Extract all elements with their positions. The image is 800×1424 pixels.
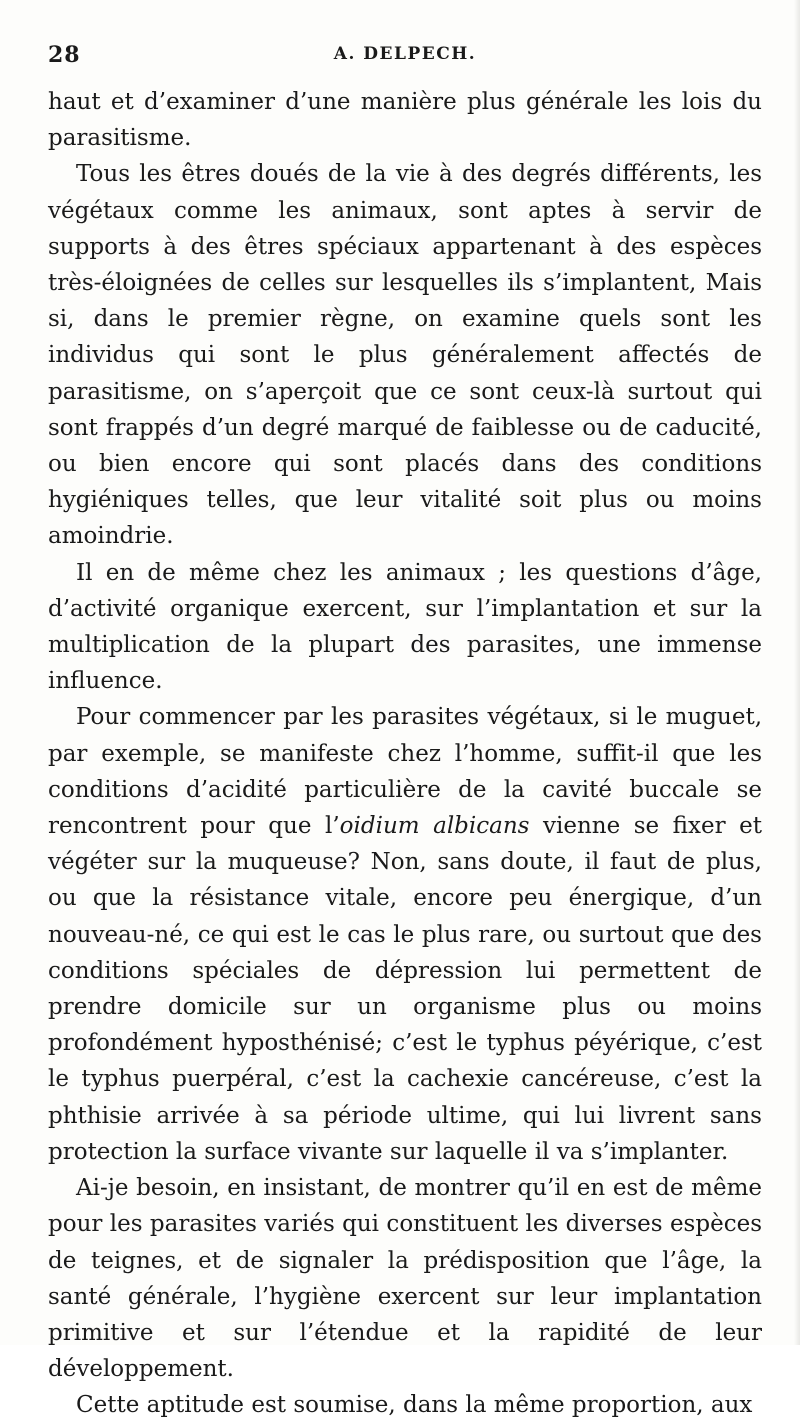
paragraph-parasitism-plants: Tous les êtres doués de la vie à des degrés différents, les végétaux comme les animaux, sont aptes à servir de supports à des êtres spéciaux appartenant à des espèces très-éloignées de celles sur lesquelles ils s’implantent, Mais si, dans le premier règne, on examine quels sont les individus qui sont le plus généralement affectés de parasitisme, on s’aperçoit que ce sont ceux-là surtout qui sont frappés d’un degré marqué de faiblesse ou de caducité, ou bien encore qui sont placés dans des conditions hygiéniques telles, que leur vitalité soit plus ou moins amoindrie. [48, 161, 762, 550]
species-name-italic: oidium albicans [339, 813, 530, 840]
paragraph-animals: Il en de même chez les animaux ; les questions d’âge, d’activité organique exercent, sur l’implantation et sur la multiplication de la plupart des parasites, une immense influence. [48, 559, 762, 695]
page-number: 28 [48, 42, 81, 68]
paragraph-muguet [48, 699, 762, 1170]
paragraph-muguet-after: vienne se fixer et végéter sur la muqueuse? Non, sans doute, il faut de plus, ou que la résistance vitale, encore peu énergique, d’un nouveau-né, ce qui est le cas le plus rare, ou surtout que des conditions spéciales de dépression lui permettent de prendre domicile sur un organisme plus ou moins profondément hyposthénisé; c’est le typhus péyérique, c’est le typhus puerpéral, c’est la cachexie cancéreuse, c’est la phthisie arrivée à sa période ultime, qui lui livrent sans protection la surface vivante sur laquelle il va s’implanter. [48, 813, 762, 1165]
paragraph-muguet-before: Pour commencer par les parasites végétaux, si le muguet, par exemple, se manifeste chez l’homme, suffit-il que les conditions d’acidité particulière de la cavité buccale se rencontrent pour que l’ [48, 704, 762, 840]
running-head [48, 40, 762, 84]
paragraph-aptitude: Cette aptitude est soumise, dans la même proportion, aux [76, 1392, 753, 1419]
page-edge-shadow [794, 0, 800, 1345]
body-text [48, 84, 762, 1424]
paragraph-teignes: Ai-je besoin, en insistant, de montrer qu’il en est de même pour les parasites variés qui constituent les diverses espèces de teignes, et de signaler la prédisposition que l’âge, la santé générale, l’hygiène exercent sur leur implantation primitive et sur l’étendue et la rapidité de leur développement. [48, 1175, 762, 1383]
running-title: A. DELPECH. [333, 44, 477, 64]
paragraph-continuation: haut et d’examiner d’une manière plus générale les lois du parasitisme. [48, 89, 762, 152]
